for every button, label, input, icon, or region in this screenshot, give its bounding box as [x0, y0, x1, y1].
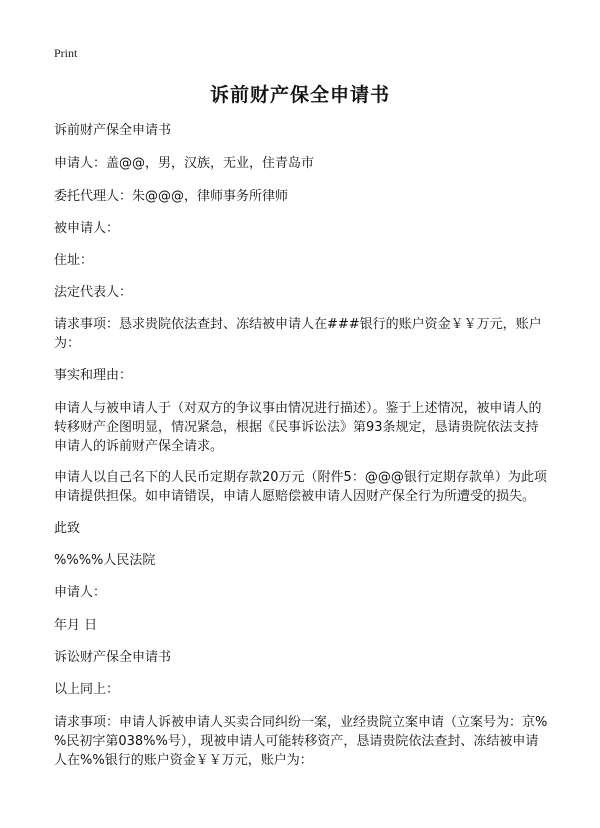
second-title-paragraph: 诉讼财产保全申请书 — [54, 650, 172, 665]
claims-paragraph: 请求事项：恳求贵院依法查封、冻结被申请人在###银行的账户资金￥￥万元，账户为： — [54, 317, 542, 351]
legal-rep-paragraph: 法定代表人： — [54, 285, 133, 300]
guarantee-paragraph: 申请人以自己名下的人民币定期存款20万元（附件5：@@@银行定期存款单）为此项申请提供担保。如申请错误，申请人愿赔偿被申请人因财产保全行为所遭受的损失。 — [54, 470, 547, 504]
document-title: 诉前财产保全申请书 — [209, 84, 390, 106]
signature-paragraph: 申请人： — [54, 585, 107, 600]
document-body — [54, 121, 550, 770]
date-paragraph: 年月 日 — [54, 618, 98, 633]
facts-heading-paragraph: 事实和理由： — [54, 368, 133, 383]
same-above-paragraph: 以上同上： — [54, 682, 120, 697]
second-claims-paragraph: 请求事项：申请人诉被申请人买卖合同纠纷一案，业经贵院立案申请（立案号为：京%%民初字第038%%号），现被申请人可能转移资产，恳请贵院依法查封、冻结被申请人在%%银行的账户资金￥￥万元，账户为： — [54, 715, 548, 768]
respondent-paragraph: 被申请人： — [54, 221, 120, 236]
print-link[interactable]: Print — [54, 46, 78, 60]
address-paragraph: 住址： — [54, 253, 94, 268]
court-paragraph: %%%%人民法院 — [54, 553, 156, 568]
salutation-paragraph: 此致 — [54, 521, 81, 536]
subtitle-paragraph: 诉前财产保全申请书 — [54, 123, 172, 138]
facts-paragraph: 申请人与被申请人于（对双方的争议事由情况进行描述）。鉴于上述情况，被申请人的转移财产企图明显，情况紧急，根据《民事诉讼法》第93条规定，恳请贵院依法支持申请人的诉前财产保全请求。 — [54, 401, 542, 454]
agent-paragraph: 委托代理人：朱@@@，律师事务所律师 — [54, 189, 289, 204]
applicant-paragraph: 申请人：盖@@，男，汉族，无业，住青岛市 — [54, 156, 315, 171]
